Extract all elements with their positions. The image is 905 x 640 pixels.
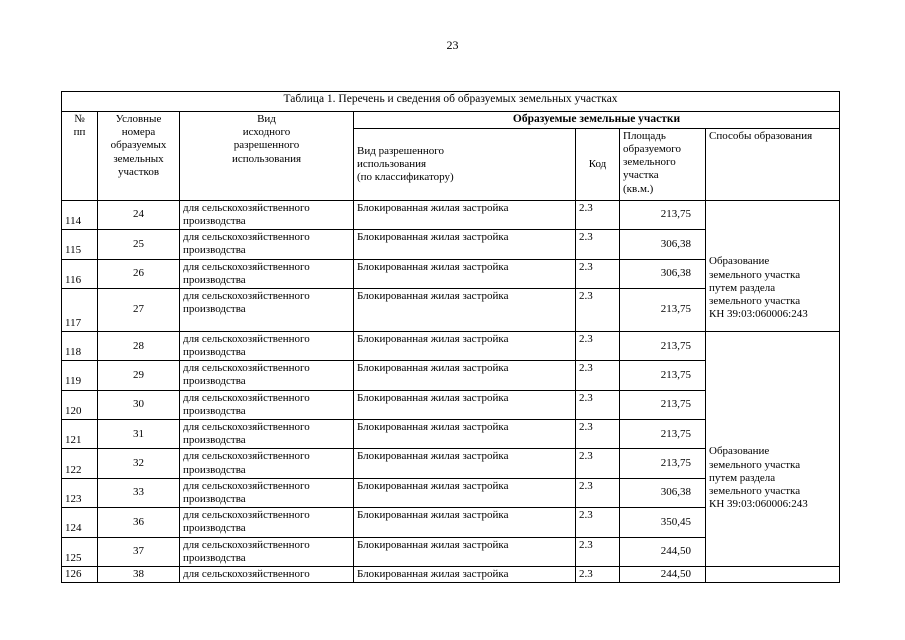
table-row [62, 331, 840, 360]
code: 2.3 [576, 361, 620, 390]
row-number: 121 [62, 420, 98, 449]
permitted-use: Блокированная жилая застройка [354, 508, 576, 537]
conditional-number: 29 [98, 361, 180, 390]
permitted-use: Блокированная жилая застройка [354, 331, 576, 360]
conditional-number: 31 [98, 420, 180, 449]
conditional-number: 38 [98, 566, 180, 582]
original-use: для сельскохозяйственного производства [180, 390, 354, 419]
code: 2.3 [576, 200, 620, 229]
original-use: для сельскохозяйственного производства [180, 449, 354, 478]
original-use: для сельскохозяйственного производства [180, 288, 354, 331]
code: 2.3 [576, 478, 620, 507]
header-conditional-numbers: Условные номера образуемых земельных участков [98, 112, 180, 201]
area-value: 244,50 [620, 537, 706, 566]
permitted-use: Блокированная жилая застройка [354, 230, 576, 259]
table-title-row [62, 92, 840, 112]
code: 2.3 [576, 288, 620, 331]
header-area: Площадь образуемого земельного участка (кв.м.) [620, 128, 706, 200]
header-permitted-use: Вид разрешенного использования (по классификатору) [354, 128, 576, 200]
row-number: 120 [62, 390, 98, 419]
area-value: 213,75 [620, 200, 706, 229]
header-original-use: Вид исходного разрешенного использования [180, 112, 354, 201]
header-code: Код [576, 128, 620, 200]
conditional-number: 26 [98, 259, 180, 288]
original-use: для сельскохозяйственного производства [180, 361, 354, 390]
row-number: 118 [62, 331, 98, 360]
header-num: № пп [62, 112, 98, 201]
code: 2.3 [576, 420, 620, 449]
code: 2.3 [576, 390, 620, 419]
original-use: для сельскохозяйственного производства [180, 478, 354, 507]
area-value: 213,75 [620, 361, 706, 390]
permitted-use: Блокированная жилая застройка [354, 449, 576, 478]
permitted-use: Блокированная жилая застройка [354, 478, 576, 507]
header-formed-plots: Образуемые земельные участки [354, 112, 840, 129]
formation-method-empty [706, 566, 840, 582]
code: 2.3 [576, 331, 620, 360]
permitted-use: Блокированная жилая застройка [354, 288, 576, 331]
row-number: 116 [62, 259, 98, 288]
code: 2.3 [576, 449, 620, 478]
table-title: Таблица 1. Перечень и сведения об образуемых земельных участках [62, 92, 840, 112]
code: 2.3 [576, 566, 620, 582]
area-value: 213,75 [620, 390, 706, 419]
formation-method-1: Образование земельного участка путем раздела земельного участка КН 39:03:060006:243 [706, 200, 840, 331]
row-number: 114 [62, 200, 98, 229]
permitted-use: Блокированная жилая застройка [354, 420, 576, 449]
original-use: для сельскохозяйственного производства [180, 259, 354, 288]
original-use: для сельскохозяйственного производства [180, 331, 354, 360]
area-value: 213,75 [620, 288, 706, 331]
conditional-number: 30 [98, 390, 180, 419]
original-use: для сельскохозяйственного [180, 566, 354, 582]
row-number: 115 [62, 230, 98, 259]
table-row [62, 200, 840, 229]
table-row [62, 566, 840, 582]
conditional-number: 25 [98, 230, 180, 259]
code: 2.3 [576, 230, 620, 259]
conditional-number: 36 [98, 508, 180, 537]
row-number: 125 [62, 537, 98, 566]
conditional-number: 27 [98, 288, 180, 331]
permitted-use: Блокированная жилая застройка [354, 390, 576, 419]
area-value: 350,45 [620, 508, 706, 537]
permitted-use: Блокированная жилая застройка [354, 537, 576, 566]
code: 2.3 [576, 508, 620, 537]
original-use: для сельскохозяйственного производства [180, 420, 354, 449]
permitted-use: Блокированная жилая застройка [354, 200, 576, 229]
page-number: 23 [446, 38, 459, 52]
row-number: 126 [62, 566, 98, 582]
row-number: 122 [62, 449, 98, 478]
original-use: для сельскохозяйственного производства [180, 230, 354, 259]
row-number: 117 [62, 288, 98, 331]
code: 2.3 [576, 259, 620, 288]
area-value: 213,75 [620, 420, 706, 449]
permitted-use: Блокированная жилая застройка [354, 259, 576, 288]
row-number: 119 [62, 361, 98, 390]
header-methods: Способы образования [706, 128, 840, 200]
permitted-use: Блокированная жилая застройка [354, 361, 576, 390]
area-value: 306,38 [620, 259, 706, 288]
formation-method-2: Образование земельного участка путем раздела земельного участка КН 39:03:060006:243 [706, 331, 840, 566]
header-row-1 [62, 112, 840, 129]
conditional-number: 24 [98, 200, 180, 229]
conditional-number: 33 [98, 478, 180, 507]
row-number: 124 [62, 508, 98, 537]
original-use: для сельскохозяйственного производства [180, 537, 354, 566]
conditional-number: 28 [98, 331, 180, 360]
row-number: 123 [62, 478, 98, 507]
conditional-number: 32 [98, 449, 180, 478]
area-value: 306,38 [620, 230, 706, 259]
area-value: 306,38 [620, 478, 706, 507]
conditional-number: 37 [98, 537, 180, 566]
area-value: 213,75 [620, 331, 706, 360]
original-use: для сельскохозяйственного производства [180, 200, 354, 229]
code: 2.3 [576, 537, 620, 566]
land-plots-table [61, 91, 840, 583]
original-use: для сельскохозяйственного производства [180, 508, 354, 537]
area-value: 244,50 [620, 566, 706, 582]
permitted-use: Блокированная жилая застройка [354, 566, 576, 582]
area-value: 213,75 [620, 449, 706, 478]
